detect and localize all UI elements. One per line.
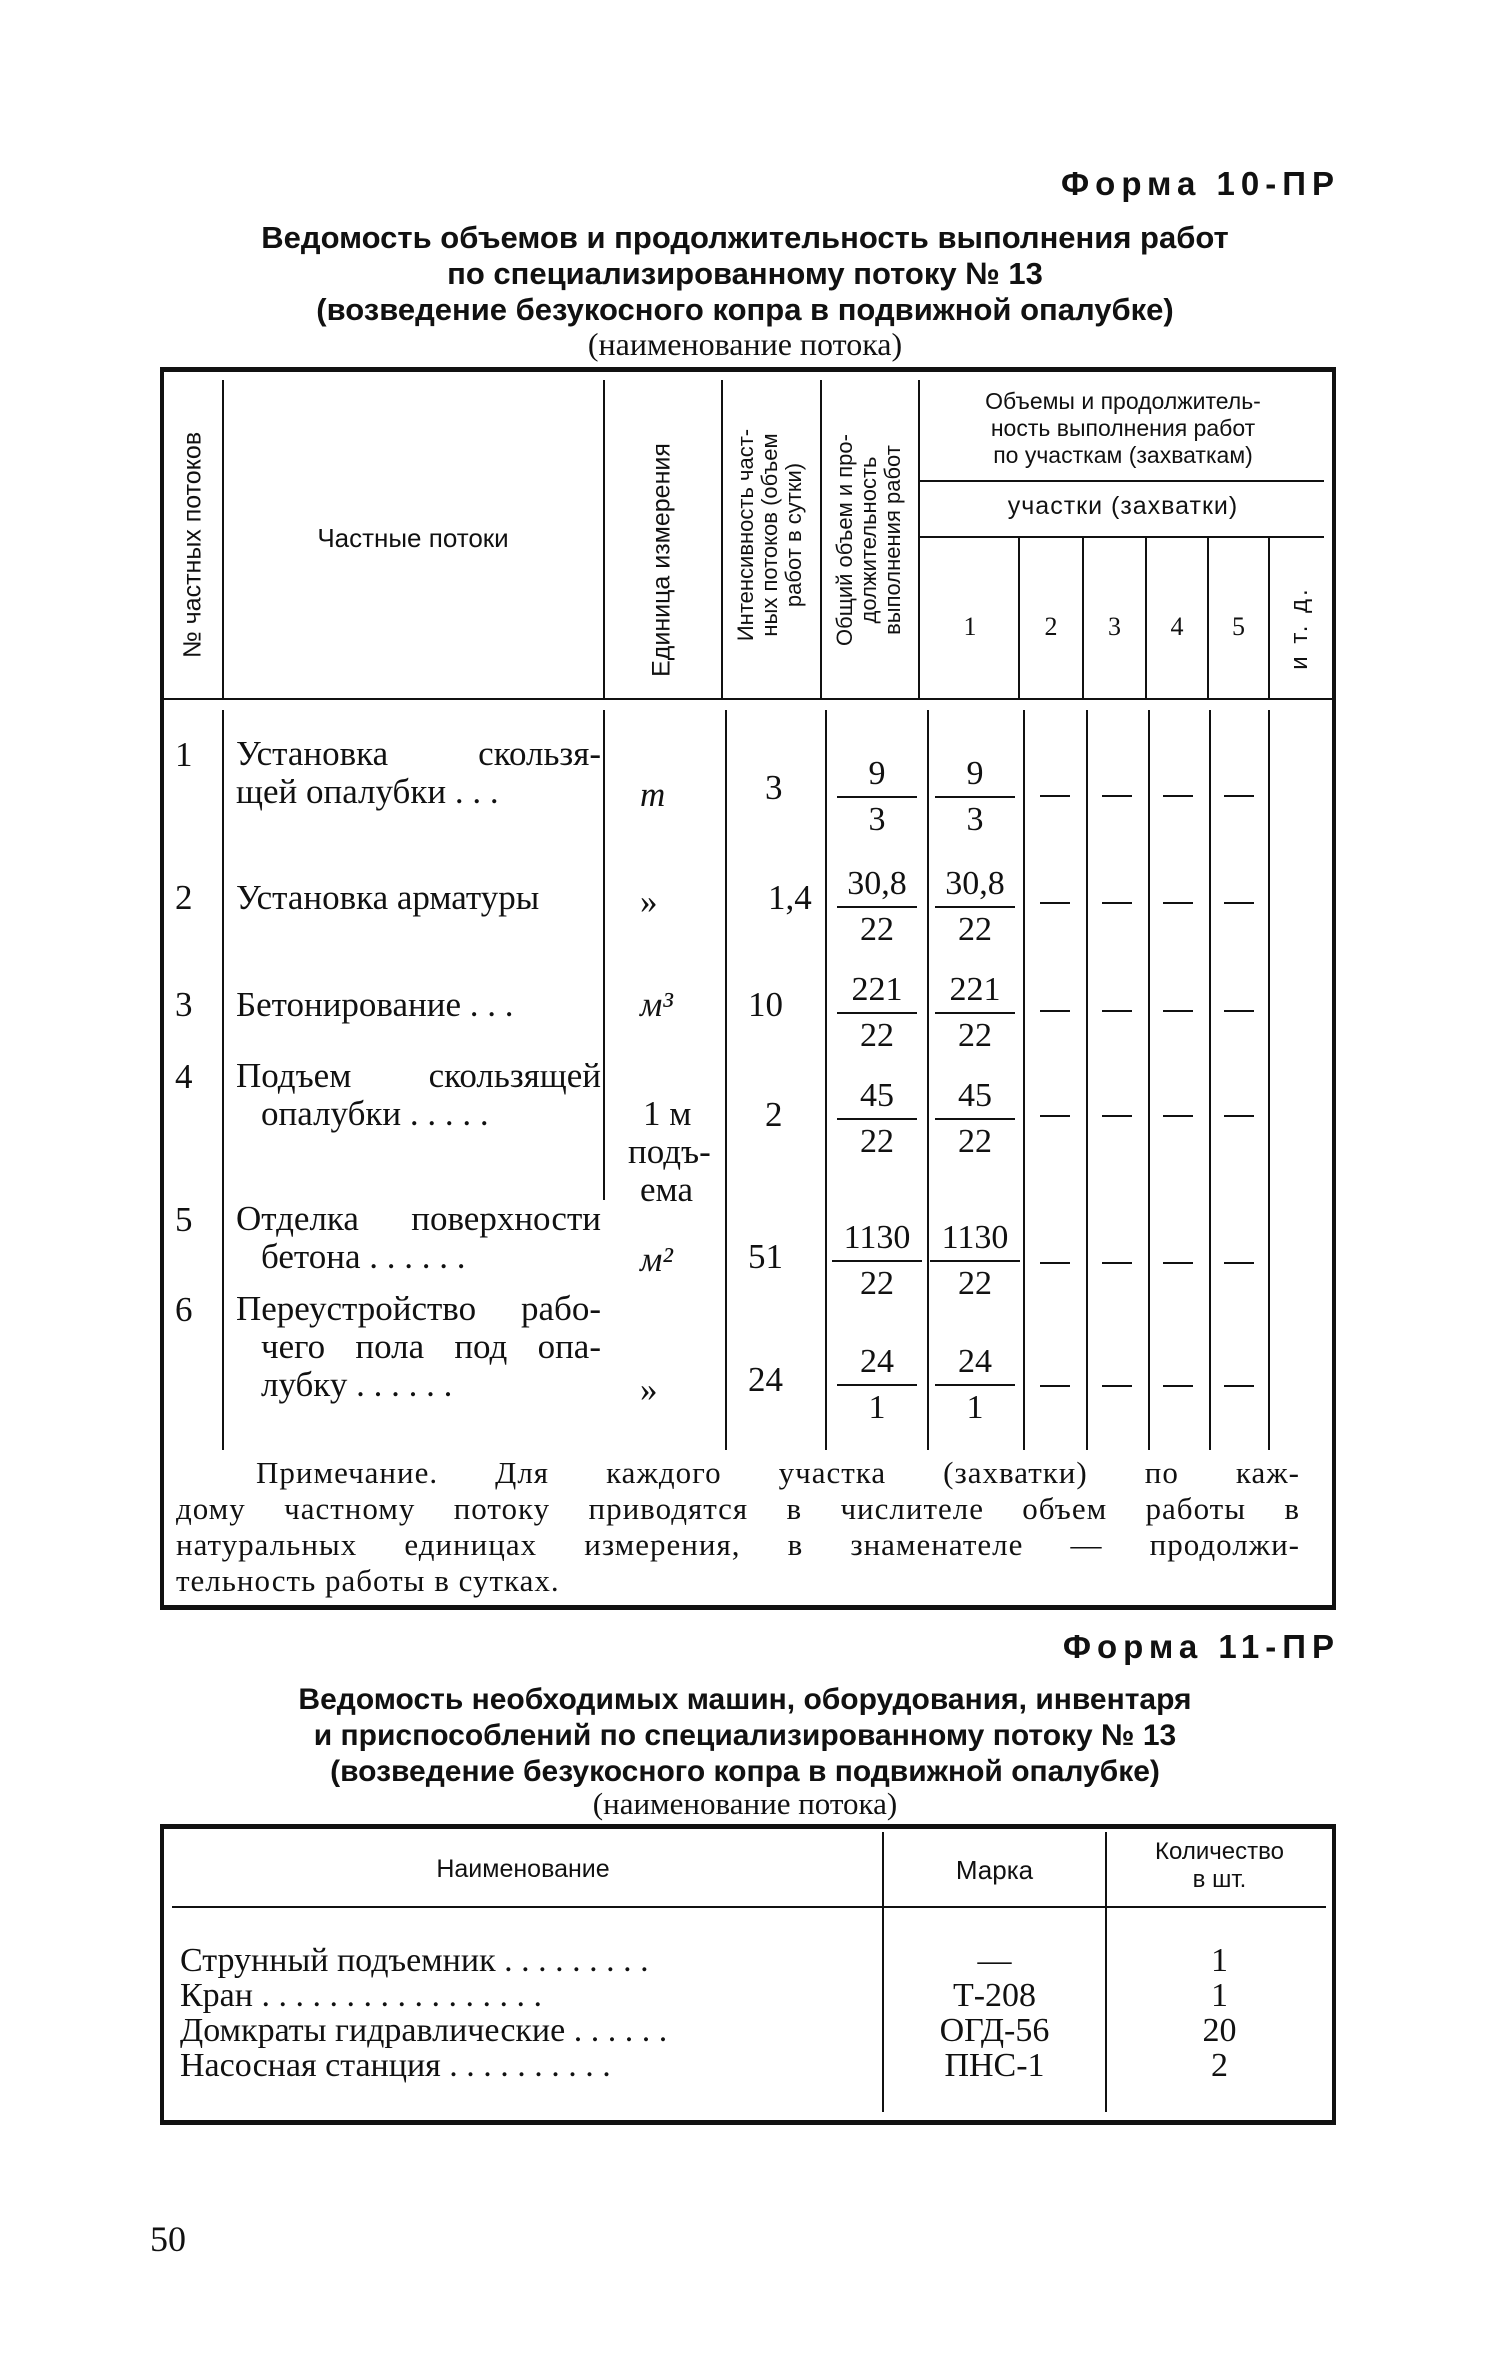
form11-subtitle: (наименование потока) — [592, 1786, 898, 1821]
form10-title-line: по специализированному потоку № 13 — [447, 256, 1043, 291]
row3-s1 — [935, 968, 1015, 1058]
hdr-section-2: 2 — [1044, 612, 1058, 641]
row5-dash — [1040, 1262, 1070, 1264]
body-sep — [222, 710, 224, 1450]
row2-total — [837, 862, 917, 952]
row5-dash — [1224, 1262, 1254, 1264]
hdr-total-line: должительность — [856, 456, 881, 624]
form10-title-line: (возведение безукосного копра в подвижной опалубке) — [316, 292, 1174, 327]
row4-total-den: 22 — [860, 1123, 894, 1160]
hdr-section-5: 5 — [1232, 612, 1245, 641]
row3-s1-den: 22 — [958, 1017, 992, 1054]
row1-dash — [1224, 795, 1254, 797]
hdr-section-3: 3 — [1108, 612, 1121, 641]
row2-name: Установка арматуры — [236, 878, 540, 917]
page-number: 50 — [150, 2219, 186, 2259]
body-sep — [927, 710, 929, 1450]
row5-total-num: 1130 — [832, 1216, 922, 1262]
hdr-subgroup: участки (захватки) — [1007, 492, 1239, 520]
row5-intensity: 51 — [748, 1237, 783, 1276]
hdr-sep — [820, 380, 822, 700]
row4-s1 — [935, 1074, 1015, 1164]
hdr-name: Частные потоки — [317, 523, 509, 553]
row1-name-line: щей опалубки . . . — [236, 772, 499, 811]
table10-left-border — [160, 372, 164, 1605]
hdr-sep — [603, 380, 605, 700]
row6-name-line: Переустройство рабо- — [236, 1289, 601, 1328]
row2-intensity: 1,4 — [768, 878, 812, 917]
hdr-total-line: Общий объем и про- — [832, 434, 857, 646]
row6-s1-den: 1 — [966, 1389, 984, 1426]
row2-total-den: 22 — [860, 911, 894, 948]
row4-intensity: 2 — [765, 1095, 783, 1134]
t11-row1-mark: — — [977, 1942, 1012, 1979]
hdr-group-line: Объемы и продолжитель- — [985, 388, 1261, 414]
body-sep — [603, 710, 605, 1200]
row1-name-line: Установка скользя- — [236, 734, 601, 773]
row2-s1-den: 22 — [958, 911, 992, 948]
row2-s1-num: 30,8 — [935, 862, 1015, 908]
row6-unit: » — [640, 1370, 658, 1409]
row5-s1 — [930, 1216, 1020, 1306]
row1-total — [837, 752, 917, 842]
body-sep — [1268, 710, 1270, 1450]
row6-intensity: 24 — [748, 1360, 783, 1399]
hdr-intensity — [734, 429, 806, 641]
note-line: натуральных единицах измерения, в знаменателе — продолжи- — [176, 1527, 1300, 1562]
table10-top-rule — [160, 367, 1336, 372]
hdr-group-rule — [920, 480, 1324, 482]
row6-name-line: лубку . . . . . . — [261, 1365, 453, 1404]
row5-dash — [1102, 1262, 1132, 1264]
row6-dash — [1102, 1385, 1132, 1387]
row3-name: Бетонирование . . . — [236, 985, 514, 1024]
row5-name-line: Отделка поверхности — [236, 1199, 601, 1238]
row1-dash — [1040, 795, 1070, 797]
row3-unit: м³ — [640, 985, 673, 1024]
row6-s1 — [935, 1340, 1015, 1430]
row3-intensity: 10 — [748, 985, 783, 1024]
row6-name-line: чего пола под опа- — [261, 1327, 601, 1366]
row1-unit: т — [640, 775, 666, 814]
row3-total — [837, 968, 917, 1058]
row2-unit: » — [640, 882, 658, 921]
t11-hdr-name: Наименование — [436, 1855, 610, 1883]
row2-dash — [1040, 902, 1070, 904]
row4-unit-line: 1 м — [643, 1094, 692, 1133]
hdr-sub-rule — [920, 536, 1324, 538]
hdr-intensity-line: работ в сутки) — [781, 462, 806, 608]
hdr-sep — [918, 380, 920, 700]
t11-hdr-qty-line: в шт. — [1192, 1866, 1247, 1893]
row2-num: 2 — [175, 878, 193, 917]
hdr-group-line: ность выполнения работ — [990, 415, 1256, 441]
row4-dash — [1040, 1115, 1070, 1117]
body-sep — [1148, 710, 1150, 1450]
row6-dash — [1163, 1385, 1193, 1387]
row1-total-den: 3 — [868, 801, 886, 838]
t11-row2-qty: 1 — [1211, 1977, 1228, 2014]
row4-name-line: опалубки . . . . . — [261, 1094, 489, 1133]
row6-total — [837, 1340, 917, 1430]
row2-dash — [1163, 902, 1193, 904]
row1-s1-num: 9 — [935, 752, 1015, 798]
body-sep — [825, 710, 827, 1450]
row1-intensity: 3 — [765, 768, 783, 807]
table10-right-border — [1332, 372, 1336, 1605]
t11-hdr-mark: Марка — [955, 1855, 1034, 1885]
hdr-sep — [1268, 538, 1270, 700]
t11-hdr-qty-line: Количество — [1155, 1838, 1284, 1865]
row1-dash — [1102, 795, 1132, 797]
body-sep — [725, 710, 727, 1450]
hdr-total — [833, 434, 905, 646]
row6-num: 6 — [175, 1290, 193, 1329]
row3-dash — [1102, 1010, 1132, 1012]
form10-label: Форма 10-ПР — [1061, 165, 1340, 202]
table11-top-rule — [160, 1824, 1336, 1829]
body-sep — [1023, 710, 1025, 1450]
row3-total-den: 22 — [860, 1017, 894, 1054]
form11-title-line: и приспособлений по специализированному потоку № 13 — [313, 1719, 1177, 1752]
form10-title-line: Ведомость объемов и продолжительность выполнения работ — [261, 220, 1229, 255]
row5-s1-den: 22 — [958, 1265, 992, 1302]
row2-total-num: 30,8 — [837, 862, 917, 908]
row4-unit — [628, 1095, 711, 1209]
form10-note — [176, 1455, 1300, 1599]
table10-bottom-rule — [160, 1605, 1336, 1610]
row6-total-num: 24 — [837, 1340, 917, 1386]
row4-name — [236, 1057, 601, 1133]
row3-num: 3 — [175, 985, 193, 1024]
form11-label: Форма 11-ПР — [1062, 1628, 1340, 1665]
hdr-section-1: 1 — [963, 612, 977, 641]
t11-row4-mark: ПНС-1 — [944, 2047, 1045, 2084]
note-line: Примечание. Для каждого участка (захватки) по каж- — [256, 1455, 1300, 1490]
row1-dash — [1163, 795, 1193, 797]
row4-dash — [1102, 1115, 1132, 1117]
table11-right-border — [1332, 1829, 1336, 2120]
row4-s1-den: 22 — [958, 1123, 992, 1160]
row4-total-num: 45 — [837, 1074, 917, 1120]
hdr-num: № частных потоков — [178, 431, 207, 659]
hdr-unit: Единица измерения — [647, 443, 676, 677]
t11-row3-qty: 20 — [1202, 2012, 1237, 2049]
row4-dash — [1163, 1115, 1193, 1117]
t11-row3-name: Домкраты гидравлические . . . . . . — [180, 2012, 668, 2049]
row3-s1-num: 221 — [935, 968, 1015, 1014]
t11-row2-mark: Т-208 — [952, 1977, 1037, 2014]
row6-total-den: 1 — [868, 1389, 886, 1426]
row3-dash — [1040, 1010, 1070, 1012]
form10-subtitle: (наименование потока) — [587, 326, 903, 362]
body-sep — [1209, 710, 1211, 1450]
row5-dash — [1163, 1262, 1193, 1264]
row6-dash — [1040, 1385, 1070, 1387]
row5-name — [236, 1200, 601, 1276]
hdr-group — [922, 388, 1324, 469]
row3-dash — [1163, 1010, 1193, 1012]
t11-row3-mark: ОГД-56 — [939, 2012, 1050, 2049]
hdr-etc: и т. д. — [1286, 586, 1313, 670]
row2-dash — [1224, 902, 1254, 904]
row3-total-num: 221 — [837, 968, 917, 1014]
table11-header-rule — [172, 1906, 1326, 1908]
row4-num: 4 — [175, 1057, 193, 1096]
row4-total — [837, 1074, 917, 1164]
row4-unit-line: подъ- — [628, 1132, 711, 1171]
row4-unit-line: ема — [640, 1170, 693, 1209]
t11-row1-name: Струнный подъемник . . . . . . . . . — [180, 1942, 649, 1979]
t11-row1-qty: 1 — [1211, 1942, 1228, 1979]
body-sep — [1086, 710, 1088, 1450]
row1-num: 1 — [175, 735, 193, 774]
t11-row4-name: Насосная станция . . . . . . . . . . — [180, 2047, 611, 2084]
form10-title — [150, 220, 1340, 328]
table11-bottom-rule — [160, 2120, 1336, 2125]
row1-total-num: 9 — [837, 752, 917, 798]
row2-s1 — [935, 862, 1015, 952]
hdr-intensity-line: ных потоков (объем — [757, 433, 782, 637]
table10-header-rule — [164, 698, 1332, 700]
row3-dash — [1224, 1010, 1254, 1012]
form11-title-line: Ведомость необходимых машин, оборудования, инвентаря — [298, 1683, 1192, 1716]
hdr-sep — [721, 380, 723, 700]
hdr-total-line: выполнения работ — [880, 445, 905, 635]
note-line: дому частному потоку приводятся в числителе объем работы в — [176, 1491, 1300, 1526]
row6-s1-num: 24 — [935, 1340, 1015, 1386]
row5-total — [832, 1216, 922, 1306]
row6-dash — [1224, 1385, 1254, 1387]
row5-total-den: 22 — [860, 1265, 894, 1302]
hdr-group-line: по участкам (захваткам) — [993, 442, 1253, 468]
t11-hdr-qty — [1107, 1838, 1332, 1894]
t11-row4-qty: 2 — [1211, 2047, 1228, 2084]
t11-row2-name: Кран . . . . . . . . . . . . . . . . . — [180, 1977, 542, 2014]
row2-dash — [1102, 902, 1132, 904]
hdr-section-4: 4 — [1170, 612, 1184, 641]
row4-name-line: Подъем скользящей — [236, 1056, 601, 1095]
note-line: тельность работы в сутках. — [176, 1563, 560, 1598]
row4-s1-num: 45 — [935, 1074, 1015, 1120]
row1-s1-den: 3 — [966, 801, 984, 838]
row1-s1 — [935, 752, 1015, 842]
row4-dash — [1224, 1115, 1254, 1117]
row5-name-line: бетона . . . . . . — [261, 1237, 466, 1276]
row6-name — [236, 1290, 601, 1404]
hdr-intensity-line: Интенсивность част- — [733, 428, 758, 642]
row5-unit: м² — [640, 1240, 673, 1279]
row1-name — [236, 735, 601, 811]
form11-title — [150, 1682, 1340, 1790]
row5-s1-num: 1130 — [930, 1216, 1020, 1262]
row5-num: 5 — [175, 1200, 193, 1239]
form11-title-line: (возведение безукосного копра в подвижной опалубке) — [330, 1755, 1160, 1788]
